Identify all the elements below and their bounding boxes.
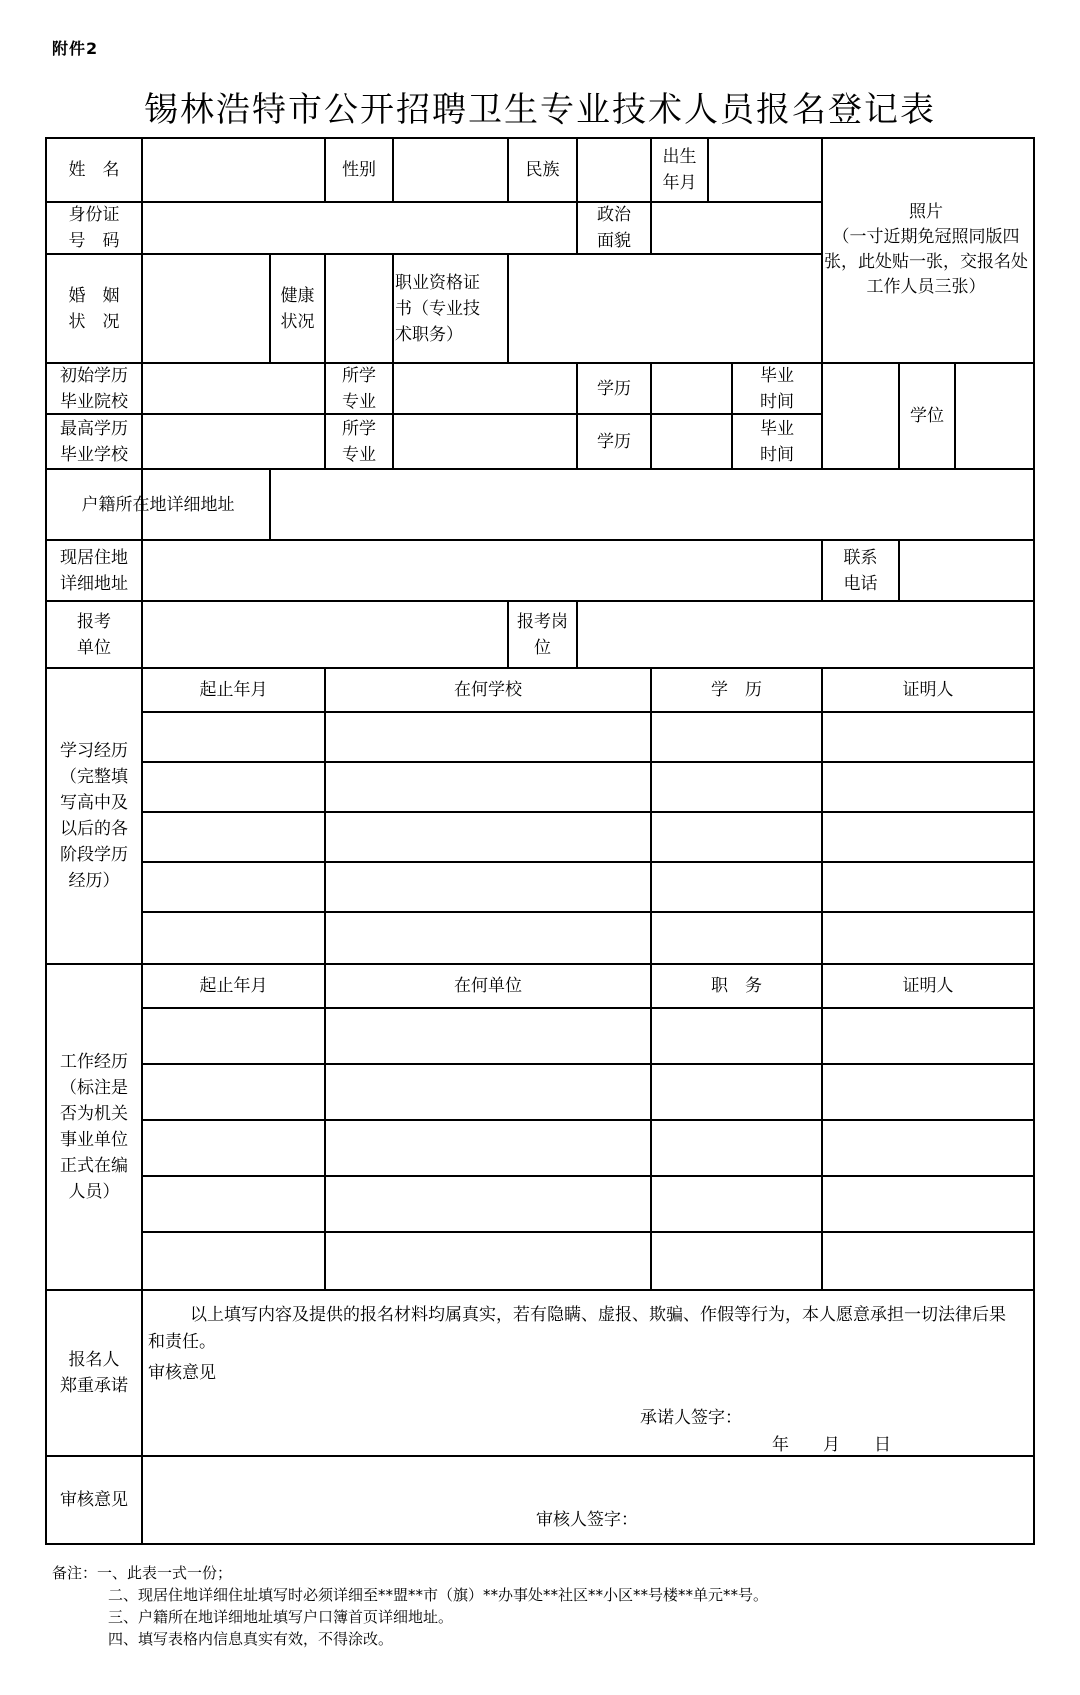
label-apply-unit: 报考 单位	[77, 611, 111, 658]
label-political-status: 政治 面貌	[597, 205, 631, 251]
label-graduation-time-2: 毕业 时间	[760, 418, 794, 465]
graduation-time-1-field[interactable]	[822, 363, 899, 414]
pledge-date-label: 年 月 日	[772, 1435, 891, 1455]
ethnicity-field[interactable]	[577, 138, 651, 202]
notes	[52, 1562, 768, 1650]
id-number-field[interactable]	[142, 202, 577, 254]
major-2-field[interactable]	[393, 414, 577, 469]
major-1-field[interactable]	[393, 363, 577, 414]
label-apply-post: 报考岗 位	[517, 611, 568, 658]
label-ethnicity: 民族	[525, 160, 560, 180]
apply-post-field[interactable]	[577, 601, 1034, 668]
gender-field[interactable]	[393, 138, 508, 202]
note-3: 三、户籍所在地详细地址填写户口簿首页详细地址。	[108, 1608, 454, 1626]
note-1: 备注：一、此表一式一份；	[52, 1564, 233, 1582]
initial-edu-school-field[interactable]	[142, 363, 325, 414]
label-work-history: 工作经历 （标注是 否为机关 事业单位 正式在编 人员）	[60, 1052, 128, 1202]
label-education-1: 学历	[597, 378, 631, 399]
label-major-2: 所学 专业	[342, 418, 376, 465]
note-4: 四、填写表格内信息真实有效，不得涂改。	[108, 1630, 394, 1648]
marital-status-field[interactable]	[142, 254, 270, 363]
contact-phone-field[interactable]	[899, 540, 1034, 601]
label-study-history: 学习经历 （完整填 写高中及 以后的各 阶段学历 经历）	[60, 741, 128, 891]
pledge-review-label: 审核意见	[148, 1363, 216, 1383]
current-address-field[interactable]	[142, 540, 822, 601]
attachment-label: 附件2	[52, 39, 99, 58]
page-title: 锡林浩特市公开招聘卫生专业技术人员报名登记表	[144, 90, 936, 130]
label-education-2: 学历	[597, 431, 631, 452]
study-header-school: 在何学校	[454, 680, 522, 700]
label-qualification-cert: 职业资格证 书（专业技 术职务）	[395, 272, 480, 345]
work-header-period: 起止年月	[199, 976, 268, 996]
photo-area[interactable]	[822, 200, 1030, 300]
name-field[interactable]	[142, 138, 325, 202]
label-degree: 学位	[910, 406, 944, 426]
work-header-position: 职 务	[711, 976, 762, 996]
study-header-period: 起止年月	[199, 680, 268, 700]
label-health-status: 健康 状况	[280, 285, 315, 332]
review-signer-label: 审核人签字：	[536, 1510, 638, 1530]
label-initial-edu-school: 初始学历 毕业院校	[60, 365, 128, 412]
label-review: 审核意见	[60, 1490, 128, 1510]
label-graduation-time-1: 毕业 时间	[760, 365, 794, 412]
study-header-witness: 证明人	[902, 680, 954, 700]
graduation-time-2-field[interactable]	[822, 414, 899, 469]
birth-field[interactable]	[708, 138, 822, 202]
qualification-cert-field[interactable]	[508, 254, 822, 363]
work-header-witness: 证明人	[902, 976, 954, 996]
education-2-field[interactable]	[651, 414, 732, 469]
label-household-address: 户籍所在地详细地址	[81, 494, 235, 515]
note-2: 二、现居住地详细住址填写时必须详细至**盟**市（旗）**办事处**社区**小区**号楼**单元**号。	[108, 1586, 769, 1604]
work-history-rows[interactable]	[142, 1008, 1034, 1290]
label-gender: 性别	[342, 160, 376, 180]
study-header-education: 学 历	[711, 680, 762, 700]
label-highest-edu-school: 最高学历 毕业学校	[60, 418, 128, 465]
label-marital-status: 婚 姻 状 况	[68, 285, 120, 332]
education-1-field[interactable]	[651, 363, 732, 414]
pledge-text: 以上填写内容及提供的报名材料均属真实，若有隐瞒、虚报、欺骗、作假等行为，本人愿意承担一切法律后果和责任。	[148, 1305, 1006, 1352]
photo-note: （一寸近期免冠照同版四张，此处贴一张，交报名处工作人员三张）	[824, 227, 1028, 297]
work-header-unit: 在何单位	[454, 976, 522, 996]
study-history-rows[interactable]	[142, 712, 1034, 964]
label-major-1: 所学 专业	[342, 365, 376, 412]
label-birth: 出生 年月	[662, 147, 697, 193]
highest-edu-school-field[interactable]	[142, 414, 325, 469]
label-id-number: 身份证 号 码	[68, 205, 120, 251]
photo-title: 照片	[909, 202, 943, 222]
label-current-address: 现居住地 详细地址	[60, 547, 128, 594]
degree-field[interactable]	[955, 363, 1034, 469]
label-pledge: 报名人 郑重承诺	[60, 1350, 128, 1396]
pledge-signer-label: 承诺人签字：	[640, 1408, 742, 1428]
household-address-field[interactable]	[270, 469, 1034, 540]
label-name: 姓 名	[68, 160, 120, 180]
apply-unit-field[interactable]	[142, 601, 508, 668]
health-status-field[interactable]	[325, 254, 393, 363]
label-contact-phone: 联系 电话	[843, 547, 878, 594]
political-status-field[interactable]	[651, 202, 822, 254]
